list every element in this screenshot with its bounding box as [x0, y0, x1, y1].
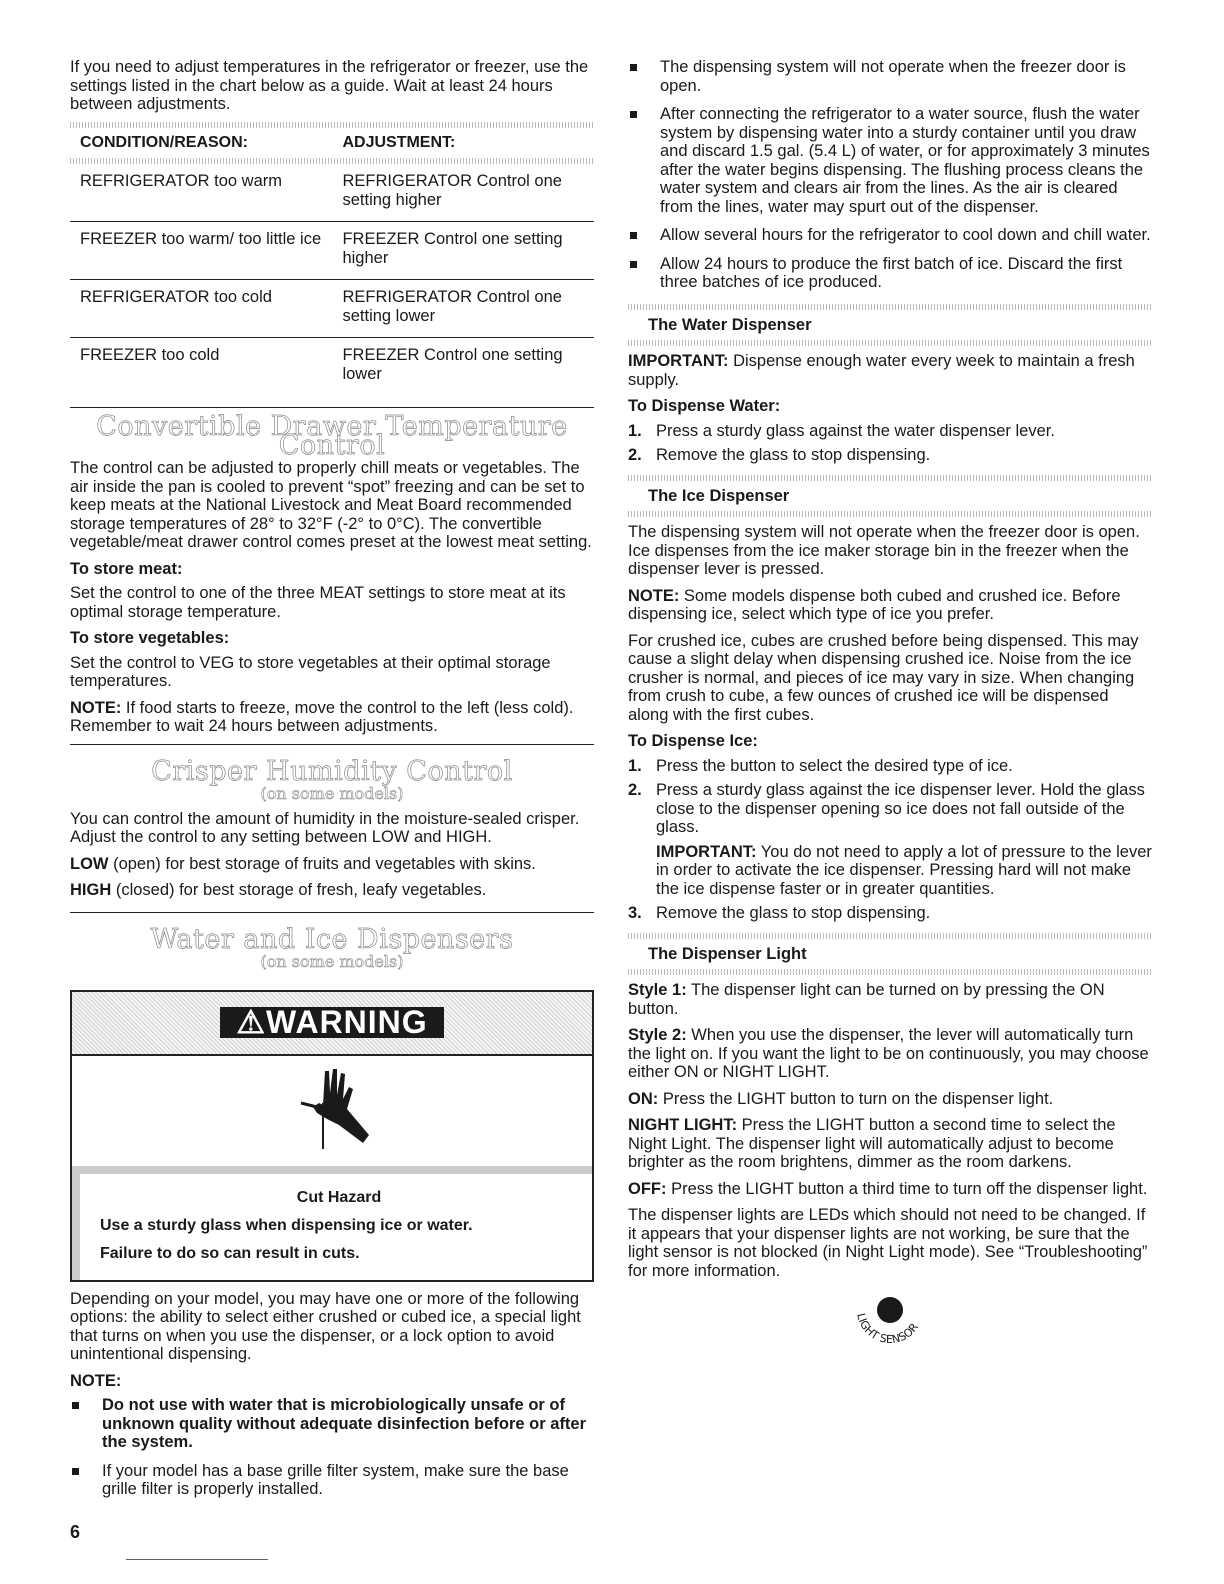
table-row	[70, 280, 594, 338]
important-body: Dispense enough water every week to maintain a fresh supply.	[628, 352, 1135, 389]
list-item: Allow 24 hours to produce the first batch of ice. Discard the first three batches of ice produced.	[628, 255, 1152, 292]
dispense-ice-heading: To Dispense Ice:	[628, 732, 758, 750]
adjustment-cell: REFRIGERATOR Control one setting higher	[342, 164, 594, 222]
ice-note	[628, 587, 1152, 624]
dispenser-light-header	[628, 933, 1152, 976]
night-light-paragraph: NIGHT LIGHT: Press the LIGHT button a second time to select the Night Light. The dispenser light will automatically adjust to become brighter as the room brightens, dimmer as the room darkens.	[628, 1116, 1116, 1171]
adjustment-cell: FREEZER Control one setting lower	[342, 346, 563, 383]
ice-dispenser-heading: The Ice Dispenser	[648, 486, 790, 505]
light-sensor-icon	[628, 1288, 1152, 1358]
list-item: 1. Press a sturdy glass against the water dispenser lever.	[628, 421, 1055, 440]
ice-paragraph-1: The dispensing system will not operate when the freezer door is open. Ice dispenses from the ice maker storage bin in the freezer when the dispenser lever is pressed.	[628, 523, 1140, 578]
warning-line-1: Use a sturdy glass when dispensing ice or water.	[100, 1216, 473, 1234]
note-bullets	[70, 1396, 594, 1499]
options-paragraph: Depending on your model, you may have one or more of the following options: the ability to select either crushed or cubed ice, a special light that turns on when you use the dispenser, or a lock option to avoid unintentional dispensing.	[70, 1289, 581, 1363]
ice-important: IMPORTANT: You do not need to apply a lot of pressure to the lever in order to activate the ice dispenser. Pressing hard will not make the ice dispense faster or in greater quantities.	[656, 842, 1152, 898]
table-row	[70, 338, 594, 396]
list-item: 2. Press a sturdy glass against the ice dispenser lever. Hold the glass close to the dispenser opening so ice does not fall outside of the glass. IMPORTANT: You do not need to apply a lot of pressure to the lever in order to activate the ice dispenser. Pressing hard will not make the ice dispense faster or in greater quantities.	[628, 781, 1152, 898]
high-body: (closed) for best storage of fresh, leafy vegetables.	[111, 881, 487, 899]
table-row	[70, 164, 594, 222]
water-dispenser-header	[628, 304, 1152, 347]
dispensers-subtitle: (on some models)	[260, 952, 404, 971]
on-paragraph: ON: Press the LIGHT button to turn on the dispenser light.	[628, 1089, 1054, 1108]
warning-heading: ⚠WARNING	[220, 1007, 443, 1038]
high-label: HIGH	[70, 881, 112, 899]
low-body: (open) for best storage of fruits and vegetables with skins.	[108, 854, 536, 873]
bottom-link-line	[126, 1559, 268, 1560]
important-label: IMPORTANT:	[628, 352, 729, 370]
store-meat-body: Set the control to one of the three MEAT settings to store meat at its optimal storage temperature.	[70, 584, 566, 621]
section-rule	[70, 744, 594, 745]
condition-cell: FREEZER too warm/ too little ice	[70, 222, 342, 280]
store-veg-body: Set the control to VEG to store vegetables at their optimal storage temperatures.	[70, 653, 551, 690]
light-sensor-label: LIGHT SENSOR	[854, 1311, 922, 1347]
hatch-divider	[628, 340, 1152, 346]
crisper-high	[70, 881, 594, 900]
warning-header	[72, 992, 592, 1054]
section-rule	[70, 912, 594, 913]
note-label: NOTE:	[70, 698, 122, 717]
crisper-body: You can control the amount of humidity in the moisture-sealed crisper. Adjust the control to any setting between LOW and HIGH.	[70, 809, 580, 846]
list-item: Allow several hours for the refrigerator to cool down and chill water.	[628, 226, 1152, 245]
condition-cell: REFRIGERATOR too cold	[70, 280, 342, 338]
hatch-divider	[628, 511, 1152, 517]
drawer-section-title: Convertible Drawer Temperature Control	[96, 411, 568, 461]
leds-paragraph: The dispenser lights are LEDs which should not need to be changed. If it appears that your dispenser lights are not working, be sure that the light sensor is not blocked (in Night Light mode). See “Troubleshooting” for more information.	[628, 1206, 1148, 1280]
note-body: Some models dispense both cubed and crushed ice. Before dispensing ice, select which type of ice you prefer.	[628, 586, 1121, 623]
store-meat-heading: To store meat:	[70, 559, 183, 578]
list-item: 3. Remove the glass to stop dispensing.	[628, 904, 931, 922]
water-important	[628, 352, 1152, 389]
crisper-subtitle: (on some models)	[260, 784, 404, 803]
crisper-low	[70, 855, 594, 874]
list-item: Do not use with water that is microbiologically unsafe or of unknown quality without adequate disinfection before or after the system.	[70, 1396, 594, 1452]
ice-dispenser-header	[628, 475, 1152, 518]
left-column	[70, 58, 594, 1509]
water-dispenser-heading: The Water Dispenser	[648, 315, 812, 334]
warning-line-2: Failure to do so can result in cuts.	[100, 1244, 360, 1262]
crisper-section-title: Crisper Humidity Control	[151, 755, 513, 787]
header-condition: CONDITION/REASON:	[80, 133, 248, 151]
right-column	[628, 58, 1152, 1358]
list-item: The dispensing system will not operate when the freezer door is open.	[628, 58, 1152, 95]
drawer-note	[70, 699, 594, 736]
list-item: If your model has a base grille filter system, make sure the base grille filter is properly installed.	[70, 1462, 594, 1499]
cut-hazard-label: Cut Hazard	[296, 1188, 382, 1206]
table-header-row	[70, 128, 594, 159]
style1-paragraph: Style 1: The dispenser light can be turned on by pressing the ON button.	[628, 981, 1105, 1018]
adjustment-cell: FREEZER Control one setting higher	[342, 222, 594, 280]
low-label: LOW	[70, 854, 109, 873]
dispensers-section-title: Water and Ice Dispensers	[150, 923, 514, 955]
list-item: 1. Press the button to select the desired type of ice.	[628, 756, 1013, 775]
setup-bullets	[628, 58, 1152, 292]
dispense-water-heading: To Dispense Water:	[628, 397, 781, 415]
intro-paragraph: If you need to adjust temperatures in the refrigerator or freezer, use the settings listed in the chart below as a guide. Wait at least 24 hours between adjustments.	[70, 58, 589, 113]
cut-hazard-icon	[72, 1054, 592, 1174]
list-item: After connecting the refrigerator to a water source, flush the water system by dispensing water into a sturdy container until you draw and discard 1.5 gal. (5.4 L) of water, or for approximately 3 minutes after the water begins dispensing. The flushing process cleans the water system and clears air from the lines. As the air is cleared from the lines, water may spurt out of the dispenser.	[628, 105, 1152, 216]
note-body: If food starts to freeze, move the control to the left (less cold). Remember to wait 24 hours between adjustments.	[70, 698, 574, 735]
adjustment-cell: REFRIGERATOR Control one setting lower	[342, 280, 594, 338]
list-item: 2. Remove the glass to stop dispensing.	[628, 446, 931, 464]
water-steps	[628, 422, 1152, 465]
drawer-body: The control can be adjusted to properly chill meats or vegetables. The air inside the pan is cooled to prevent “spot” freezing and can be set to keep meats at the National Livestock and Meat Board recommended storage temperatures of 28° to 32°F (-2° to 0°C). The convertible vegetable/meat drawer control comes preset at the lowest meat setting.	[70, 459, 592, 551]
style2-paragraph: Style 2: When you use the dispenser, the lever will automatically turn the light on. If you want the light to be on continuously, you may choose either ON or NIGHT LIGHT.	[628, 1026, 1149, 1081]
table-row	[70, 222, 594, 280]
warning-box	[70, 990, 594, 1282]
hatch-divider	[628, 969, 1152, 975]
section-rule	[70, 407, 594, 408]
dispenser-light-heading: The Dispenser Light	[648, 944, 807, 963]
store-veg-heading: To store vegetables:	[70, 629, 230, 647]
note-label: NOTE:	[628, 586, 680, 605]
condition-cell: REFRIGERATOR too warm	[70, 164, 342, 222]
condition-cell: FREEZER too cold	[80, 346, 220, 364]
warning-text	[72, 1174, 592, 1280]
page-number: 6	[70, 1522, 81, 1542]
note-heading: NOTE:	[70, 1371, 122, 1390]
ice-steps	[628, 757, 1152, 923]
header-adjustment: ADJUSTMENT:	[342, 133, 456, 151]
adjustment-table	[70, 128, 594, 396]
ice-paragraph-2: For crushed ice, cubes are crushed before being dispensed. This may cause a slight delay when dispensing crushed ice. Noise from the ice crusher is normal, and pieces of ice may vary in size. When changing from crush to cube, a few ounces of crushed ice will be dispensed along with the first cubes.	[628, 631, 1139, 724]
off-paragraph: OFF: Press the LIGHT button a third time to turn off the dispenser light.	[628, 1179, 1148, 1198]
